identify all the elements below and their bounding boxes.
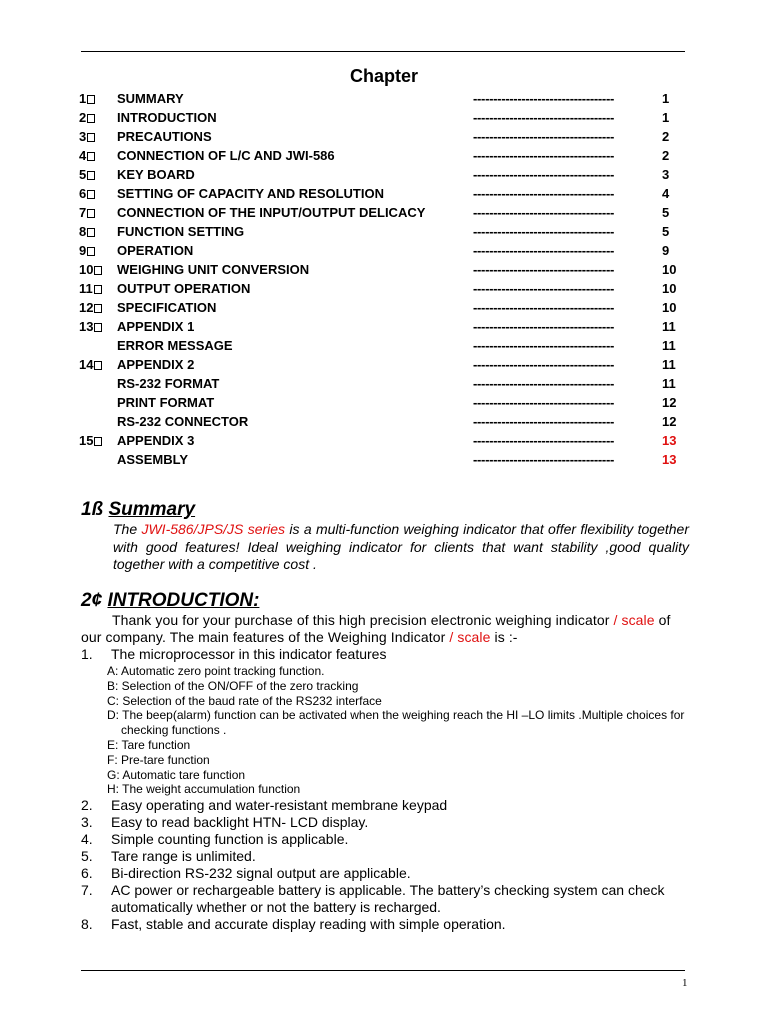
toc-title: PRINT FORMAT [117,395,215,410]
toc-row [0,393,768,412]
list-item-text: Easy operating and water-resistant membrane keypad [111,797,448,814]
toc-number [79,355,102,374]
toc-leader-dots: ----------------------------------- [473,129,615,144]
toc-page: 11 [662,338,676,353]
toc-number [79,108,95,127]
toc-number-text: 12 [79,300,94,315]
toc-number [79,279,102,298]
toc-number-text: 6 [79,186,87,201]
toc-number-text: 4 [79,148,87,163]
list-item-number: 2. [81,797,93,814]
toc-row [0,355,768,374]
summary-glyph: ß [91,499,104,520]
toc-page: 11 [662,319,676,334]
toc-leader-dots: ----------------------------------- [473,300,615,315]
toc-number [79,127,95,146]
toc-title: CONNECTION OF L/C AND JWI-586 [117,148,335,163]
toc-page: 10 [662,262,677,277]
toc-row [0,146,768,165]
toc-number-text: 3 [79,129,87,144]
placeholder-box-icon [87,247,95,256]
toc-leader-dots: ----------------------------------- [473,357,615,372]
toc-leader-dots: ----------------------------------- [473,205,615,220]
toc-number-text: 1 [79,91,87,106]
toc-number-text: 13 [79,319,94,334]
toc-title: PRECAUTIONS [117,129,212,144]
list-item-text: Bi-direction RS-232 signal output are applicable. [111,865,411,882]
placeholder-box-icon [87,133,95,142]
toc-number-text: 14 [79,357,94,372]
placeholder-box-icon [94,437,102,446]
toc-page: 10 [662,281,677,296]
toc-title: APPENDIX 3 [117,433,195,448]
introduction-title: INTRODUCTION: [107,590,260,611]
toc-page: 2 [662,129,670,144]
placeholder-box-icon [94,304,102,313]
toc-row [0,203,768,222]
list-item-number: 1. [81,646,93,662]
toc-number-text: 5 [79,167,87,182]
intro-red-1: / scale [613,612,655,628]
intro-text-3: is :- [490,629,518,645]
toc-leader-dots: ----------------------------------- [473,262,615,277]
list-item [81,882,689,916]
toc-title: SUMMARY [117,91,184,106]
toc-leader-dots: ----------------------------------- [473,376,615,391]
toc-page: 12 [662,414,677,429]
toc-number-text: 7 [79,205,87,220]
introduction-number: 2 [81,590,92,611]
toc-title: KEY BOARD [117,167,195,182]
list-item [81,797,689,814]
toc-leader-dots: ----------------------------------- [473,224,615,239]
list-item-text: AC power or rechargeable battery is applicable. The battery’s checking system can check automatically whether or not the battery is recharged. [111,882,665,916]
placeholder-box-icon [94,266,102,275]
placeholder-box-icon [87,95,95,104]
introduction-body [81,612,689,933]
list-item-text: Easy to read backlight HTN- LCD display. [111,814,369,831]
intro-red-2: / scale [449,629,491,645]
toc-leader-dots: ----------------------------------- [473,338,615,353]
toc-row [0,108,768,127]
toc-row [0,222,768,241]
toc-title: ERROR MESSAGE [117,338,233,353]
product-series: JWI-586/JPS/JS series [141,521,286,537]
toc-row [0,298,768,317]
toc-page: 11 [662,357,676,372]
toc-row [0,431,768,450]
toc-title: SPECIFICATION [117,300,217,315]
summary-text-before: The [113,521,142,537]
list-item [81,865,689,882]
toc-number-text: 8 [79,224,87,239]
toc-number [79,184,95,203]
toc-page: 1 [662,110,670,125]
toc-leader-dots: ----------------------------------- [473,148,615,163]
toc-title: OPERATION [117,243,194,258]
toc-number [79,203,95,222]
toc-title: APPENDIX 1 [117,319,195,334]
toc-number [79,222,95,241]
chapter-title: Chapter [349,66,418,86]
feature-list [81,797,689,933]
toc-row [0,336,768,355]
summary-heading [81,499,195,521]
introduction-heading [81,590,259,612]
toc-title: RS-232 CONNECTOR [117,414,249,429]
toc-title: INTRODUCTION [117,110,217,125]
list-item-number: 6. [81,865,93,882]
sub-list-item: B: Selection of the ON/OFF of the zero tracking [107,678,359,693]
toc-leader-dots: ----------------------------------- [473,243,615,258]
sub-list-item: G: Automatic tare function [107,767,246,782]
toc-number [79,317,102,336]
introduction-glyph: ¢ [91,590,103,611]
summary-number: 1 [81,499,92,520]
toc-page: 13 [662,452,677,467]
intro-text-2: of our company. The main features of the Weighing Indicator [81,612,671,645]
list-item [81,831,689,848]
sub-list-item: F: Pre-tare function [107,752,210,767]
toc-page: 5 [662,224,670,239]
toc-page: 2 [662,148,670,163]
toc-leader-dots: ----------------------------------- [473,319,615,334]
toc-leader-dots: ----------------------------------- [473,186,615,201]
toc-leader-dots: ----------------------------------- [473,433,615,448]
summary-title: Summary [108,499,196,520]
toc-page: 3 [662,167,670,182]
toc-title: OUTPUT OPERATION [117,281,251,296]
toc-number [79,89,95,108]
placeholder-box-icon [87,209,95,218]
sub-list-item: C: Selection of the baud rate of the RS232 interface [107,693,382,708]
toc-leader-dots: ----------------------------------- [473,395,615,410]
placeholder-box-icon [87,228,95,237]
toc-row [0,374,768,393]
toc-leader-dots: ----------------------------------- [473,414,615,429]
toc-title: APPENDIX 2 [117,357,195,372]
sub-list-item: E: Tare function [107,737,191,752]
toc-page: 12 [662,395,677,410]
toc-number [79,146,95,165]
toc-number [79,260,102,279]
placeholder-box-icon [87,114,95,123]
sub-list-item: D: The beep(alarm) function can be activated when the weighing reach the HI –LO limits .Multiple choices for checking functions . [107,708,685,738]
list-item [81,848,689,865]
toc-row [0,184,768,203]
toc-page: 13 [662,433,677,448]
feature-sub-list [81,664,689,797]
list-item-number: 8. [81,916,93,933]
placeholder-box-icon [94,323,102,332]
toc-number [79,431,102,450]
toc-leader-dots: ----------------------------------- [473,281,615,296]
placeholder-box-icon [87,171,95,180]
toc-page: 10 [662,300,677,315]
toc-title: CONNECTION OF THE INPUT/OUTPUT DELICACY [117,205,426,220]
list-item-number: 3. [81,814,93,831]
toc-page: 5 [662,205,670,220]
sub-list-item: H: The weight accumulation function [107,782,301,797]
toc-title: WEIGHING UNIT CONVERSION [117,262,310,277]
list-item-number: 4. [81,831,93,848]
toc-number-text: 2 [79,110,87,125]
toc-row [0,165,768,184]
intro-text-1: Thank you for your purchase of this high precision electronic weighing indicator [112,612,614,628]
list-item-number: 5. [81,848,93,865]
list-item-text: Tare range is unlimited. [111,848,256,865]
header-rule [81,51,685,52]
toc-row [0,241,768,260]
summary-text-after: is a multi-function weighing indicator that offer flexibility together with good features! Ideal weighing indicator for clients that want stability ,good quality together with a competitive cost . [113,521,690,572]
toc-number [79,298,102,317]
placeholder-box-icon [94,285,102,294]
table-of-contents [0,89,768,469]
toc-row [0,127,768,146]
placeholder-box-icon [87,190,95,199]
toc-page: 9 [662,243,670,258]
toc-row [0,412,768,431]
toc-title: RS-232 FORMAT [117,376,220,391]
toc-number [79,165,95,184]
toc-leader-dots: ----------------------------------- [473,91,615,106]
placeholder-box-icon [94,361,102,370]
toc-title: SETTING OF CAPACITY AND RESOLUTION [117,186,384,201]
toc-page: 1 [662,91,670,106]
toc-page: 4 [662,186,670,201]
list-item [81,916,689,933]
toc-number-text: 9 [79,243,87,258]
toc-row [0,260,768,279]
placeholder-box-icon [87,152,95,161]
list-item [81,646,689,663]
list-item-text: The microprocessor in this indicator features [111,646,387,662]
list-item-number: 7. [81,882,93,899]
introduction-paragraph [81,612,689,646]
toc-number-text: 10 [79,262,94,277]
sub-list-item: A: Automatic zero point tracking function. [107,664,325,678]
toc-number [79,241,95,260]
summary-paragraph [113,521,689,574]
toc-page: 11 [662,376,676,391]
toc-row [0,450,768,469]
toc-number-text: 15 [79,433,94,448]
list-item-text: Simple counting function is applicable. [111,831,349,848]
list-item-text: Fast, stable and accurate display reading with simple operation. [111,916,506,933]
footer-rule [81,970,685,971]
toc-leader-dots: ----------------------------------- [473,167,615,182]
toc-leader-dots: ----------------------------------- [473,110,615,125]
toc-title: FUNCTION SETTING [117,224,245,239]
list-item [81,814,689,831]
toc-title: ASSEMBLY [117,452,189,467]
toc-number-text: 11 [79,281,93,296]
page-number: 1 [682,977,688,989]
toc-leader-dots: ----------------------------------- [473,452,615,467]
toc-row [0,89,768,108]
toc-row [0,317,768,336]
toc-row [0,279,768,298]
